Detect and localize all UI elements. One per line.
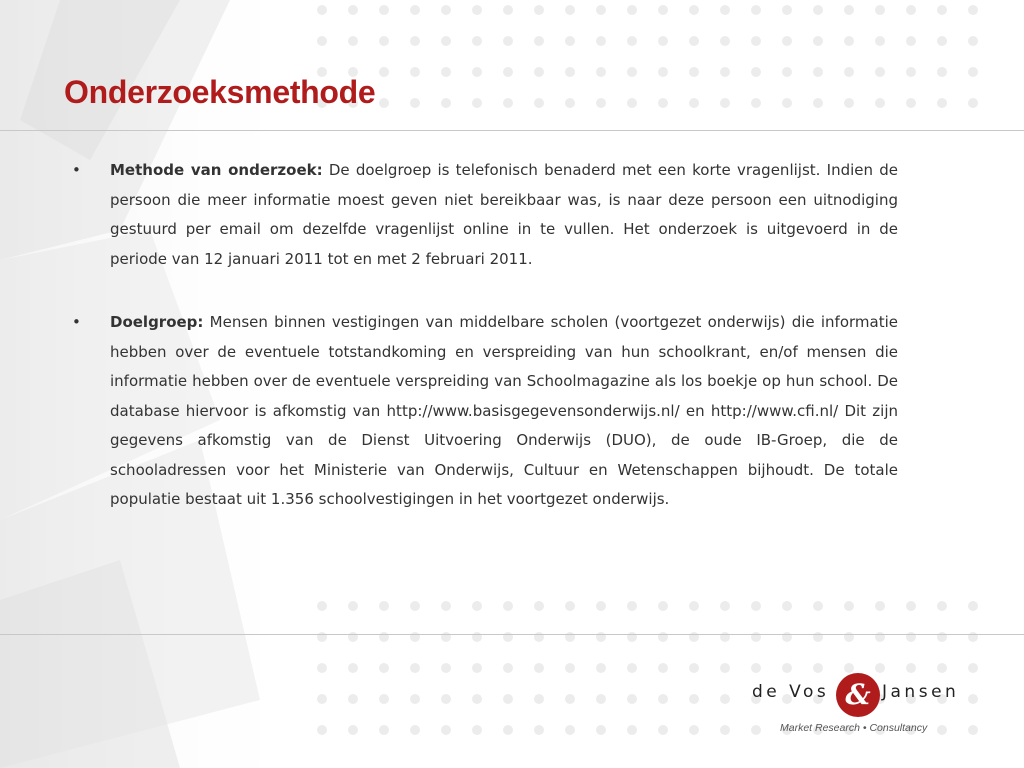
bullet-icon: • [72, 313, 81, 331]
logo-word-right: Jansen [882, 682, 960, 702]
logo-tagline: Market Research • Consultancy [780, 722, 928, 734]
bullet-paragraph [110, 308, 898, 515]
company-logo [752, 672, 972, 742]
bullet-text: Mensen binnen vestigingen van middelbare scholen (voortgezet onderwijs) die informatie hebben over de eventuele totstandkoming en verspreiding van hun schoolkrant, en/of mensen die informatie hebben over de eventuele verspreiding van Schoolmagazine als los boekje op hun school. De database hiervoor is afkomstig van http://www.basisgegevensonderwijs.nl/ en http://www.cfi.nl/ Dit zijn gegevens afkomstig van de Dienst Uitvoering Onderwijs (DUO), de oude IB-Groep, die de schooladressen voor het Ministerie van Onderwijs, Cultuur en Wetenschappen bijhoudt. De totale populatie bestaat uit 1.356 schoolvestigingen in het voortgezet onderwijs. [110, 313, 898, 508]
bullet-item-methode [72, 156, 898, 274]
bullet-label: Doelgroep: [110, 313, 204, 331]
bullet-paragraph [110, 156, 898, 274]
bullet-text: De doelgroep is telefonisch benaderd met een korte vragenlijst. Indien de persoon die meer informatie moest geven niet bereikbaar was, is naar deze persoon een uitnodiging gestuurd per email om dezelfde vragenlijst online in te vullen. Het onderzoek is uitgevoerd in de periode van 12 januari 2011 tot en met 2 februari 2011. [110, 161, 898, 268]
logo-ampersand-icon: & [836, 673, 880, 717]
bullet-label: Methode van onderzoek: [110, 161, 323, 179]
bullet-list [72, 156, 898, 549]
header-divider [0, 130, 1024, 131]
bullet-item-doelgroep [72, 308, 898, 515]
bullet-icon: • [72, 161, 81, 179]
logo-word-left: de Vos [752, 682, 830, 702]
footer-divider [0, 634, 1024, 635]
slide-title: Onderzoeksmethode [64, 74, 376, 110]
